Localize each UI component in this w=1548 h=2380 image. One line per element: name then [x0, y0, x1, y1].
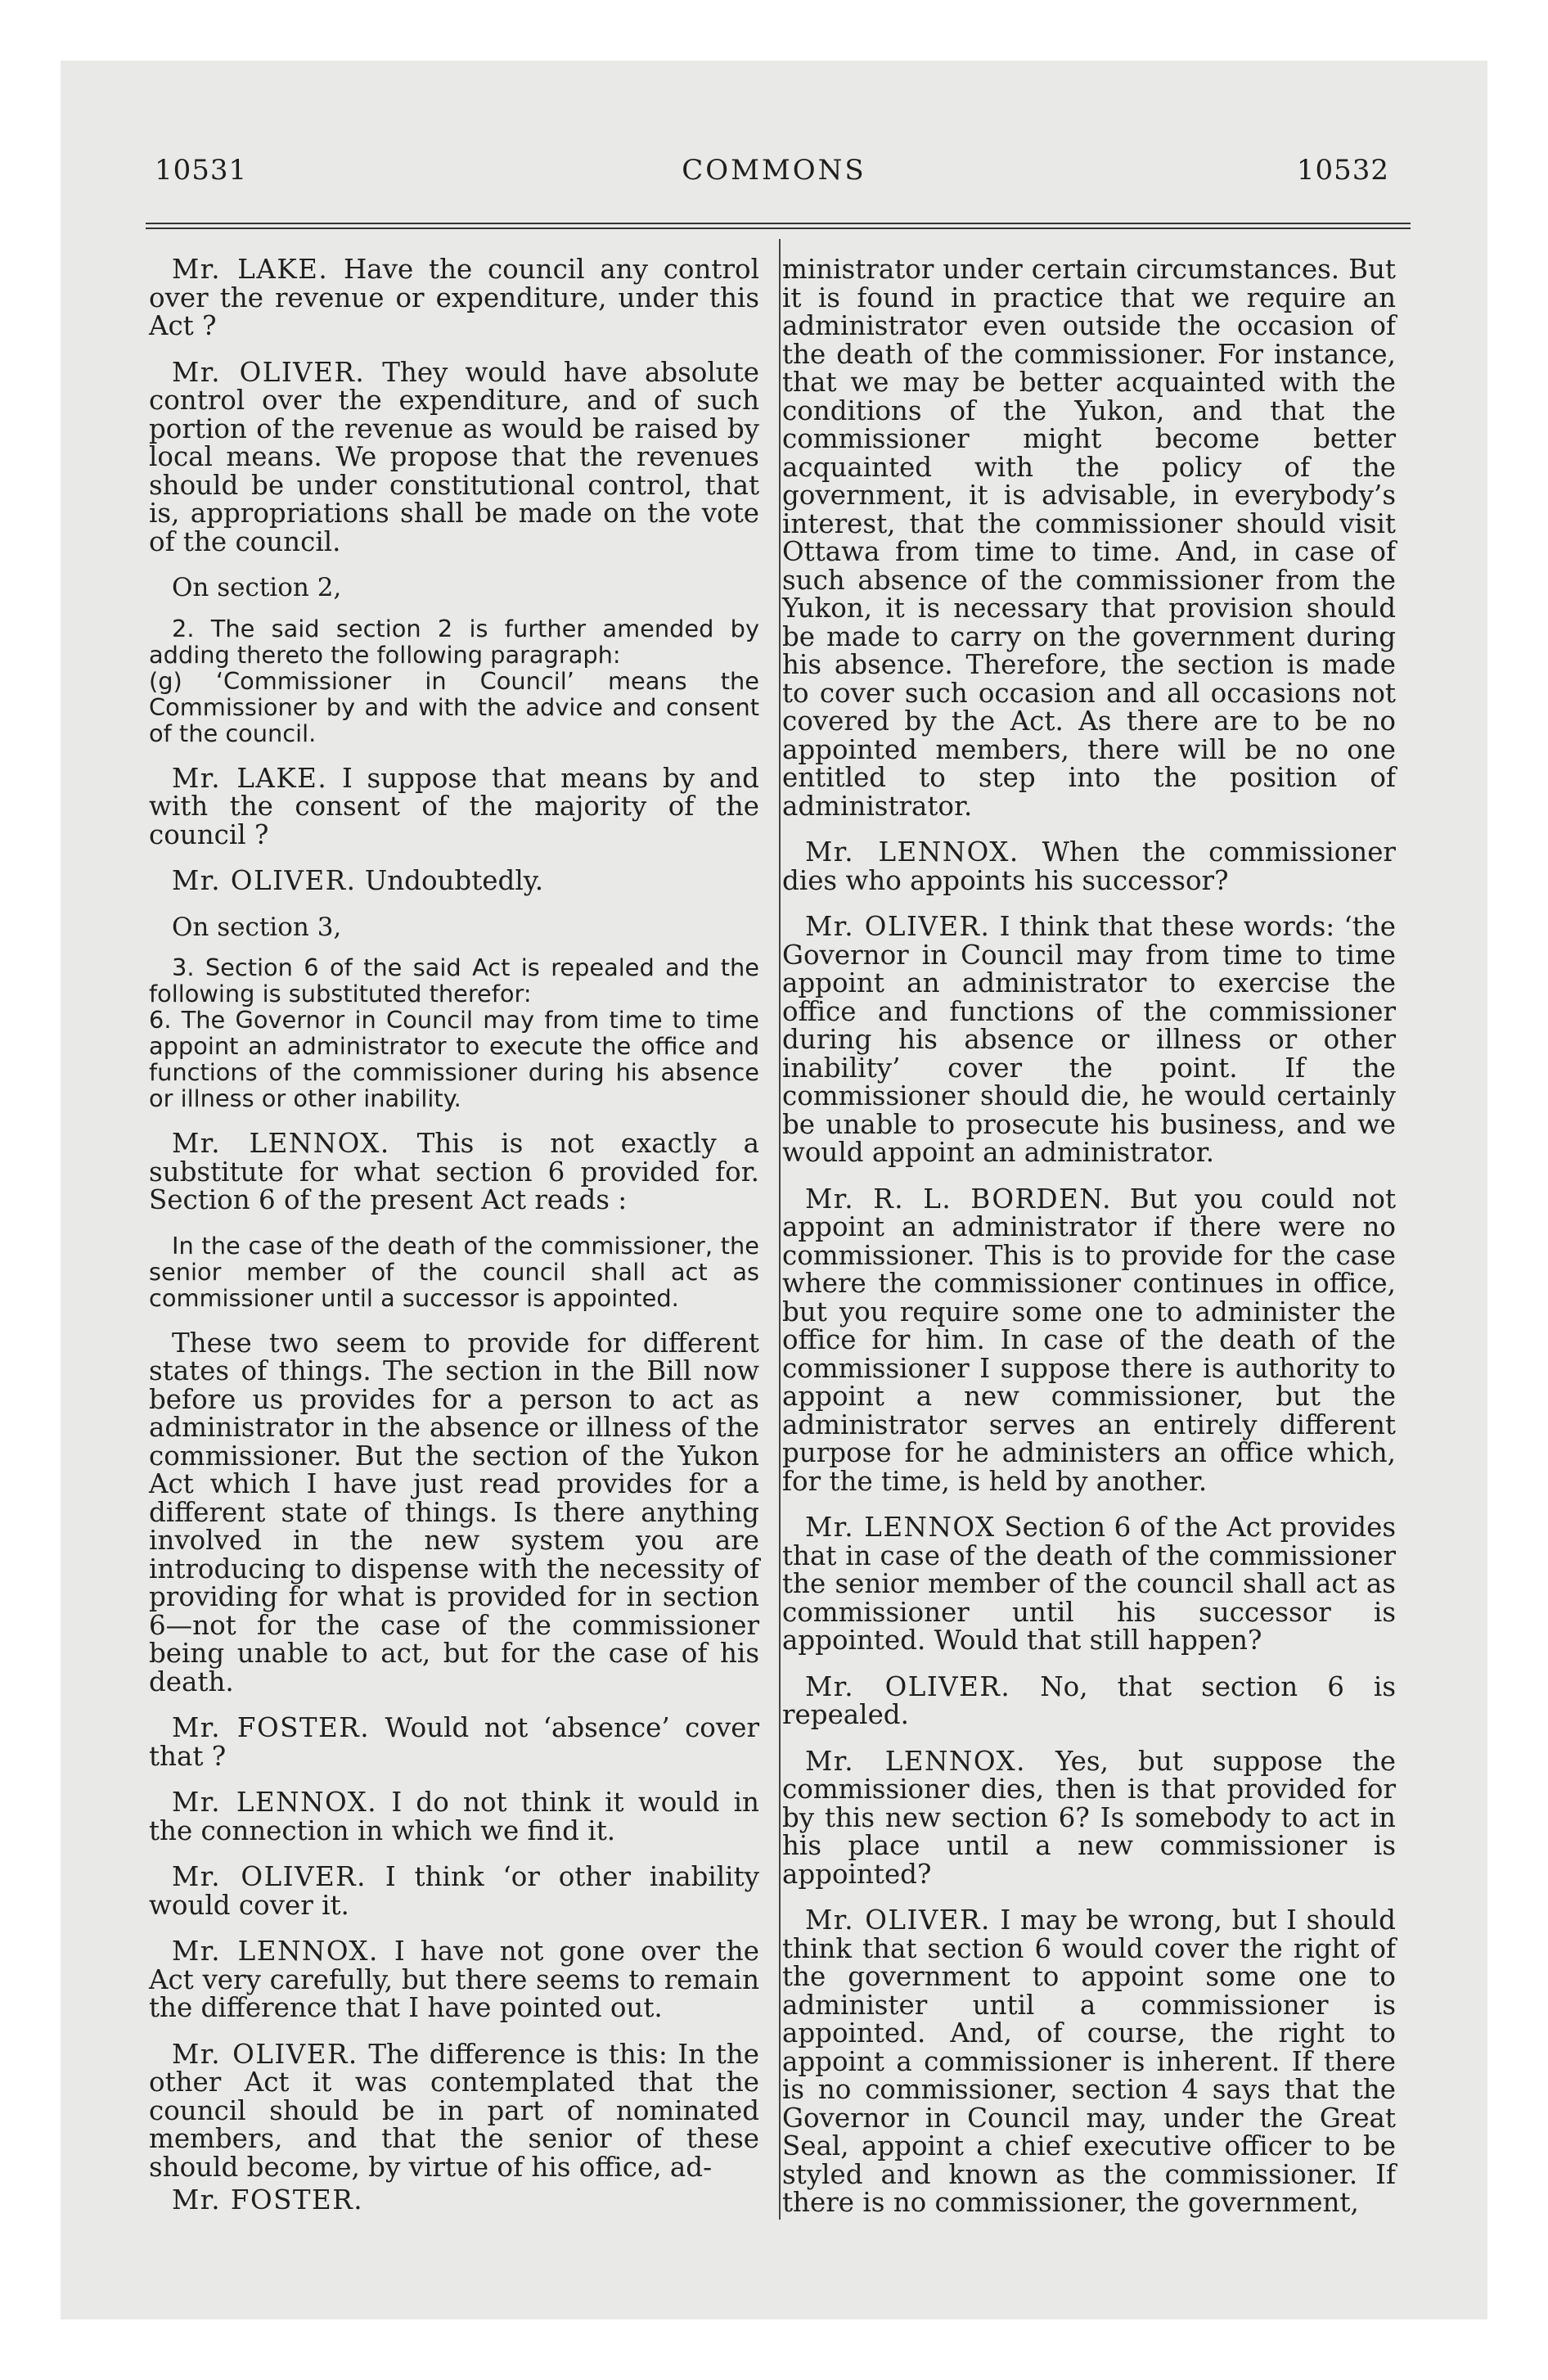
speaker-name: Mr. OLIVER.	[172, 1861, 367, 1892]
quoted-clause: 3. Section 6 of the said Act is repealed and the following is substituted therefor: 6. The Governor in Council may from time to time appoint an administrator to execute the office and functions of the commissioner during his absence or illness or other inability.	[149, 953, 759, 1112]
speech-text: Yes, but suppose the commissioner dies, then is that provided for by this new section 6? Is somebody to act in his place until a new commissioner is appointed?	[782, 1745, 1396, 1890]
speech-paragraph	[149, 255, 759, 340]
speech-paragraph	[782, 1747, 1396, 1889]
speech-text: Section 6 of the Act provides that in case of the death of the commissioner the senior member of the council shall act as commissioner until his successor is appointed. Would that still happen?	[782, 1512, 1397, 1656]
right-column	[782, 255, 1396, 2235]
speaker-name: Mr. LENNOX.	[805, 836, 1019, 868]
speech-text: Undoubtedly.	[364, 865, 544, 896]
speech-paragraph	[782, 913, 1396, 1167]
left-page-number: 10531	[155, 154, 248, 187]
speaker-name: Mr. FOSTER.	[172, 1712, 371, 1743]
header-rule-bottom	[146, 228, 1411, 229]
speaker-name: Mr. LENNOX	[805, 1512, 996, 1543]
speech-paragraph	[149, 2040, 759, 2182]
speech-paragraph	[782, 1513, 1396, 1655]
speaker-name: Mr. LAKE.	[172, 254, 329, 285]
speech-text: Have the council any control over the revenue or expenditure, under this Act ?	[149, 254, 759, 341]
speech-paragraph	[149, 867, 759, 895]
speaker-name: Mr. OLIVER.	[805, 1670, 1011, 1702]
speaker-name: Mr. OLIVER.	[172, 356, 366, 388]
speech-text: I think that these words: ‘the Governor in Council may from time to time appoint an administrator to exercise the office and functions of the commissioner during his absence or illness or other inability’ cover the point. If the commissioner should die, he would certainly be unable to prosecute his business, and we would appoint an administrator.	[782, 911, 1396, 1168]
speech-text: I have not gone over the Act very carefully, but there seems to remain the difference that I have pointed out.	[149, 1936, 759, 2023]
section-caption: On section 3,	[172, 912, 342, 942]
speech-paragraph	[782, 1670, 1396, 1730]
speech-text: They would have absolute control over the expenditure, and of such portion of the revenue as would be raised by local means. We propose that the revenues should be under constitutional control, that is, appropriations shall be made on the vote of the council.	[149, 356, 759, 557]
section-caption: On section 2,	[172, 573, 342, 602]
footer-speaker	[172, 2186, 759, 2215]
speech-paragraph	[149, 358, 759, 557]
speech-paragraph	[149, 1937, 759, 2022]
quoted-clause: In the case of the death of the commissioner, the senior member of the council shall act as commissioner until a successor is appointed.	[149, 1231, 759, 1312]
speech-paragraph	[149, 764, 759, 850]
speaker-name: Mr. OLIVER.	[172, 865, 357, 896]
speech-text: I suppose that means by and with the consent of the majority of the council ?	[149, 762, 759, 850]
speaker-name: Mr. LENNOX.	[805, 1745, 1026, 1777]
speaker-name: Mr. LAKE.	[172, 762, 328, 794]
speech-text: I think ‘or other inability would cover it.	[149, 1861, 759, 1921]
left-column	[149, 255, 759, 2215]
speaker-name: Mr. OLIVER.	[805, 1904, 991, 1936]
speaker-name: Mr. LENNOX.	[172, 1936, 379, 1967]
right-column-text	[782, 255, 1396, 2217]
right-page-number: 10532	[1296, 154, 1389, 187]
speaker-name: Mr. LENNOX.	[172, 1787, 378, 1818]
speech-text: I do not think it would in the connection in which we find it.	[149, 1787, 759, 1846]
body-paragraph: ministrator under certain circumstances. But it is found in practice that we require an administrator even outside the occasion of the death of the commissioner. For instance, that we may be better acquainted with the conditions of the Yukon, and that the commissioner might become better acquainted with the policy of the government, it is advisable, in everybody’s interest, that the commissioner should visit Ottawa from time to time. And, in case of such absence of the commissioner from the Yukon, it is necessary that provision should be made to carry on the government during his absence. Therefore, the section is made to cover such occasion and all occasions not covered by the Act. As there are to be no appointed members, there will be no one entitled to step into the position of administrator.	[782, 254, 1396, 822]
speech-text: No, that section 6 is repealed.	[782, 1670, 1396, 1730]
speech-paragraph	[149, 1863, 759, 1919]
speech-text: I may be wrong, but I should think that section 6 would cover the right of the government to appoint some one to administer until a commissioner is appointed. And, of course, the right to appoint a commissioner is inherent. If there is no commissioner, section 4 says that the Governor in Council may, under the Great Seal, appoint a chief executive officer to be styled and known as the commissioner. If there is no commissioner, the government,	[782, 1904, 1396, 2218]
speech-text: The difference is this: In the other Act it was contemplated that the council should be in part of nominated members, and that the senior of these should become, by virtue of his office, ad-	[149, 2038, 759, 2183]
speech-paragraph	[782, 838, 1396, 895]
header-rule-top	[146, 223, 1411, 224]
speech-paragraph	[149, 1788, 759, 1845]
speaker-name: Mr. OLIVER.	[172, 2038, 358, 2070]
speech-paragraph	[149, 1714, 759, 1770]
speaker-name: Mr. LENNOX.	[172, 1128, 390, 1159]
speaker-name: Mr. R. L. BORDEN.	[805, 1183, 1112, 1215]
footer-speaker-name: Mr. FOSTER.	[172, 2184, 364, 2215]
page-title: COMMONS	[682, 154, 866, 187]
speech-text: This is not exactly a substitute for what section 6 provided for. Section 6 of the present Act reads :	[149, 1128, 759, 1215]
speech-paragraph	[149, 1129, 759, 1215]
speech-paragraph	[782, 1185, 1396, 1496]
speech-text: But you could not appoint an administrator if there were no commissioner. This is to provide for the case where the commissioner continues in office, but you require some one to administer the office for him. In case of the death of the commissioner I suppose there is authority to appoint a new commissioner, but the administrator serves an entirely different purpose for he administers an office which, for the time, is held by another.	[782, 1183, 1397, 1497]
page-scan	[61, 61, 1487, 2319]
speech-text: Would not ‘absence’ cover that ?	[149, 1712, 759, 1772]
left-column-text	[149, 255, 759, 2181]
body-paragraph: These two seem to provide for different states of things. The section in the Bill now before us provides for a person to act as administrator in the absence or illness of the commissioner. But the section of the Yukon Act which I have just read provides for a different state of things. Is there anything involved in the new system you are introducing to dispense with the necessity of providing for what is provided for in section 6—not for the case of the commissioner being unable to act, but for the case of his death.	[149, 1327, 759, 1697]
speech-text: When the commissioner dies who appoints his successor?	[782, 836, 1396, 896]
quoted-clause: 2. The said section 2 is further amended by adding thereto the following paragraph: (g) ‘Commissioner in Council’ means the Commissioner by and with the advice and consent of the council.	[149, 614, 759, 747]
column-divider	[779, 239, 781, 2220]
speaker-name: Mr. OLIVER.	[805, 911, 991, 942]
speech-paragraph	[782, 1906, 1396, 2217]
